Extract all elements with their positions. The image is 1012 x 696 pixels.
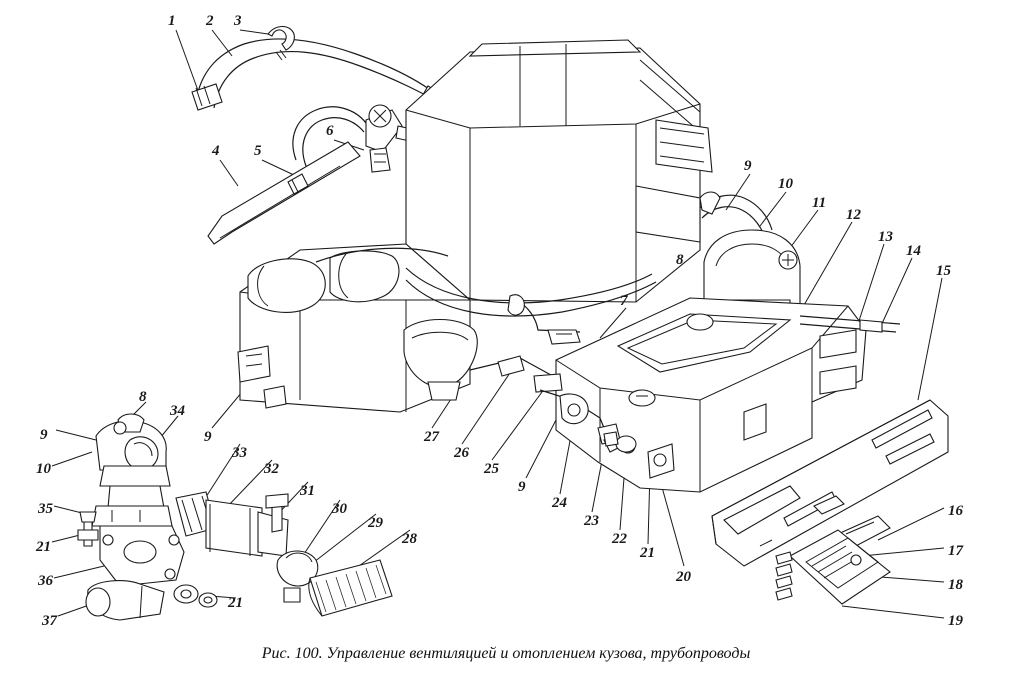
callout-16: 16 [948,503,963,519]
callout-13: 13 [878,229,893,245]
part-tube-4 [208,142,360,244]
callout-36: 36 [38,573,53,589]
callout-23: 23 [584,513,599,529]
callout-9-left: 9 [40,427,48,443]
callout-21-left: 21 [36,539,51,555]
callout-26: 26 [454,445,469,461]
callout-29: 29 [368,515,383,531]
callout-8-lower: 8 [139,389,147,405]
callout-37: 37 [42,613,57,629]
callout-35: 35 [38,501,53,517]
callout-8-upper: 8 [676,252,684,268]
part-hose-assembly-top [192,27,448,113]
figure-caption: Рис. 100. Управление вентиляцией и отоплением кузова, трубопроводы [261,645,751,662]
callout-19: 19 [948,613,963,629]
part-hose-6-valve [293,105,416,172]
callout-28: 28 [402,531,417,547]
callout-21-bottom: 21 [228,595,243,611]
callout-9-center: 9 [204,429,212,445]
callout-20: 20 [676,569,691,585]
callout-10-upper: 10 [778,176,793,192]
callout-32: 32 [264,461,279,477]
callout-1: 1 [168,13,176,29]
callout-11: 11 [812,195,827,211]
callout-22: 22 [612,531,627,547]
callout-6: 6 [326,123,334,139]
callout-9-upper: 9 [744,158,752,174]
callout-2: 2 [206,13,214,29]
callout-5: 5 [254,143,262,159]
callout-30: 30 [332,501,347,517]
callout-34: 34 [170,403,185,419]
callout-18: 18 [948,577,963,593]
callout-10-left: 10 [36,461,51,477]
callout-33: 33 [232,445,247,461]
callout-12: 12 [846,207,861,223]
callout-31: 31 [300,483,315,499]
callout-15: 15 [936,263,951,279]
callout-9-mid: 9 [518,479,526,495]
callout-14: 14 [906,243,921,259]
callout-24: 24 [552,495,567,511]
callout-27: 27 [424,429,439,445]
callout-7: 7 [620,293,628,309]
callout-3: 3 [234,13,242,29]
callout-4: 4 [212,143,220,159]
callout-17: 17 [948,543,963,559]
callout-25: 25 [484,461,499,477]
callout-21-frame: 21 [640,545,655,561]
